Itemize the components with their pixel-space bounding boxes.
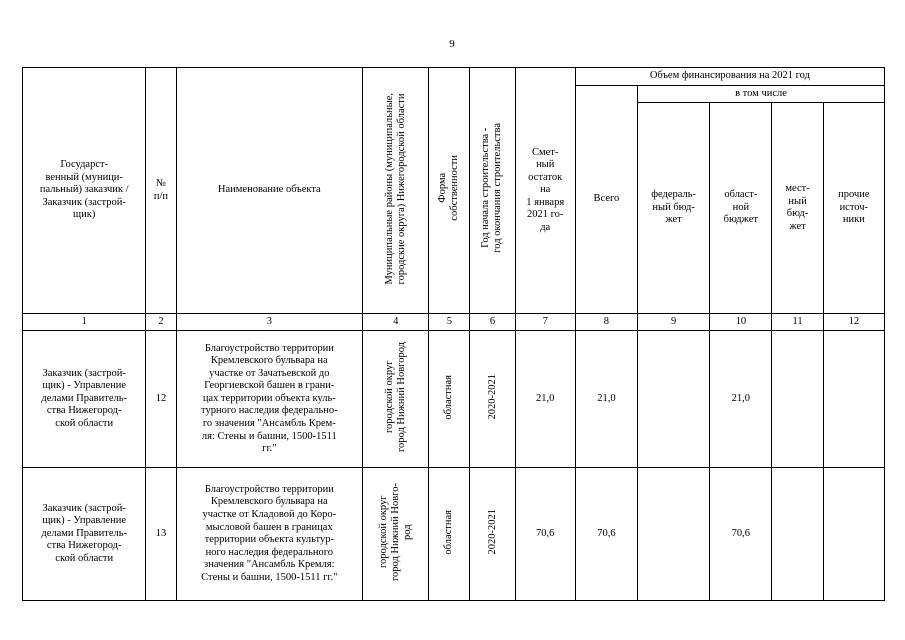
row-years-text: 2020-2021 — [486, 509, 498, 555]
column-number: 4 — [363, 314, 429, 331]
header-ownership — [429, 68, 470, 314]
row-total: 21,0 — [575, 331, 637, 468]
row-num: 12 — [146, 331, 176, 468]
header-municipality — [363, 68, 429, 314]
header-including: в том числе — [638, 85, 885, 103]
row-ownership — [429, 331, 470, 468]
header-federal: федераль- ный бюд- жет — [638, 103, 710, 314]
header-regional: област- ной бюджет — [710, 103, 772, 314]
column-number: 1 — [23, 314, 146, 331]
row-ownership — [429, 468, 470, 601]
row-other — [823, 331, 884, 468]
column-number: 6 — [470, 314, 515, 331]
row-ownership-text: областная — [443, 374, 455, 420]
column-number: 10 — [710, 314, 772, 331]
row-regional: 70,6 — [710, 468, 772, 601]
row-customer: Заказчик (застрой- щик) - Управление делами Правитель- ства Нижегород- ской области — [23, 331, 146, 468]
row-customer: Заказчик (застрой- щик) - Управление делами Правитель- ства Нижегород- ской области — [23, 468, 146, 601]
row-balance: 21,0 — [515, 331, 575, 468]
column-number: 8 — [575, 314, 637, 331]
row-years — [470, 468, 515, 601]
row-federal — [638, 331, 710, 468]
header-customer: Государст- венный (муници- пальный) заказчик / Заказчик (застрой- щик) — [23, 68, 146, 314]
row-total: 70,6 — [575, 468, 637, 601]
column-number: 7 — [515, 314, 575, 331]
column-number: 12 — [823, 314, 884, 331]
row-ownership-text: областная — [443, 509, 455, 555]
row-municipality — [363, 468, 429, 601]
row-federal — [638, 468, 710, 601]
row-years — [470, 331, 515, 468]
header-municipality-text: Муниципальные районы (муниципальные, городские округа) Нижегородской области — [383, 92, 407, 285]
row-regional: 21,0 — [710, 331, 772, 468]
row-years-text: 2020-2021 — [486, 374, 498, 420]
header-object-name: Наименование объекта — [176, 68, 363, 314]
column-number: 9 — [638, 314, 710, 331]
row-municipality-text: городской округ город Нижний Новго- род — [377, 482, 413, 581]
row-other — [823, 468, 884, 601]
header-years-text: Год начала строительства - год окончания строительства — [480, 123, 504, 254]
header-num: № п/п — [146, 68, 176, 314]
header-other: прочие источ- ники — [823, 103, 884, 314]
table-row — [23, 468, 885, 601]
column-number: 5 — [429, 314, 470, 331]
column-number: 11 — [772, 314, 823, 331]
header-local: мест- ный бюд- жет — [772, 103, 823, 314]
financing-table — [22, 67, 885, 601]
row-local — [772, 331, 823, 468]
row-object-name: Благоустройство территории Кремлевского бульвара на участке от Зачатьевской до Георгиевской башен в грани- цах территории объекта куль- турного наследия федерально- го значения "Ансамбль Крем- ля: Стены и башни, 1500-1511 гг." — [176, 331, 363, 468]
row-num: 13 — [146, 468, 176, 601]
table-row — [23, 331, 885, 468]
page-number: 9 — [449, 38, 455, 50]
row-balance: 70,6 — [515, 468, 575, 601]
column-number: 3 — [176, 314, 363, 331]
row-local — [772, 468, 823, 601]
row-municipality-text: городской округ город Нижний Новгород — [383, 341, 407, 452]
header-total: Всего — [575, 85, 637, 314]
header-funding-group: Объем финансирования на 2021 год — [575, 68, 884, 86]
header-balance: Смет- ный остаток на 1 января 2021 го- да — [515, 68, 575, 314]
row-municipality — [363, 331, 429, 468]
row-object-name: Благоустройство территории Кремлевского бульвара на участке от Кладовой до Коро- мысловой башен в границах территории объекта культур- ного наследия федерального значения "Ансамбль Кремля: Стены и башни, 1500-1511 гг." — [176, 468, 363, 601]
column-number-row — [23, 314, 885, 331]
header-ownership-text: Форма собственности — [437, 155, 461, 222]
header-years — [470, 68, 515, 314]
column-number: 2 — [146, 314, 176, 331]
